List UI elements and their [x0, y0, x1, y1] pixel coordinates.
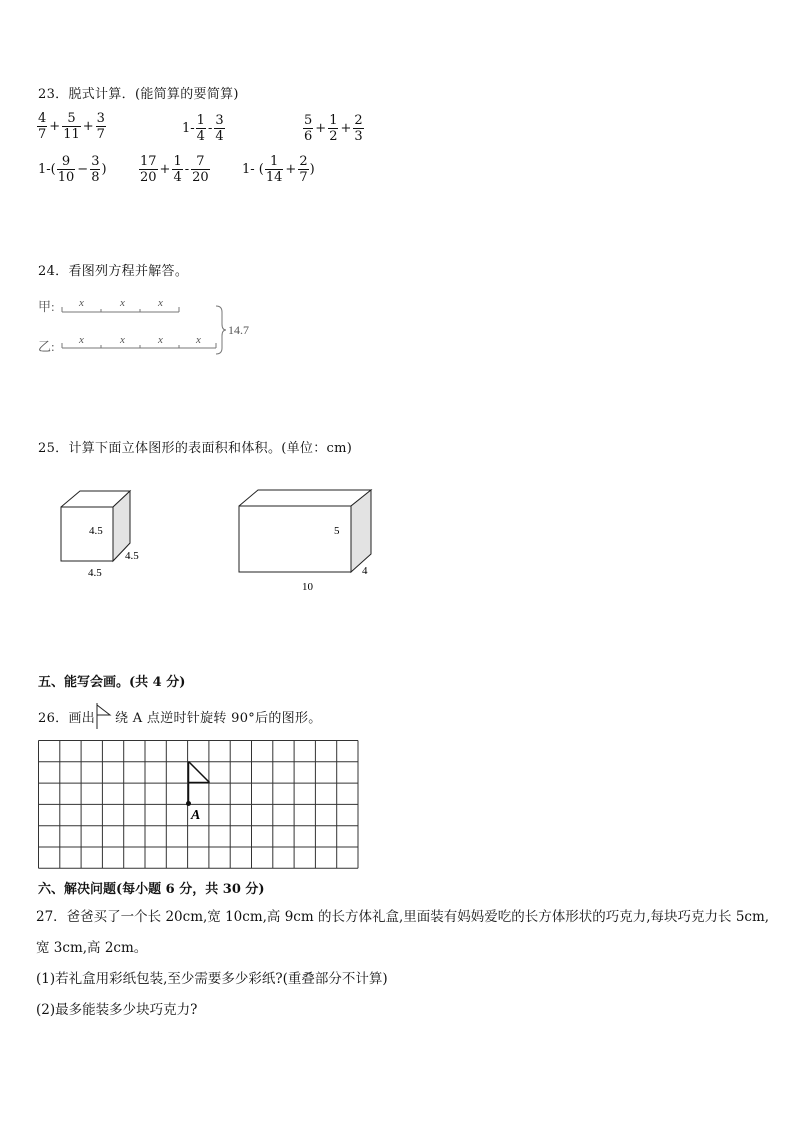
grid-area: [37, 739, 361, 869]
q27-sub2: (2)最多能装多少块巧克力?: [36, 1002, 198, 1018]
flag-shape-icon: [96, 703, 114, 729]
fraction: $\frac{2}{7}$: [299, 154, 308, 185]
q27-line1: 27．爸爸买了一个长 20cm,宽 10cm,高 9cm 的长方体礼盒,里面装有妈妈爱吃的长方体形状的巧克力,每块巧克力长 5cm,: [36, 909, 770, 925]
q23-expr-1: $\frac{4}{7}$ + $\frac{5}{11}$ + $\frac{3}{7}$: [38, 111, 105, 142]
point-a-label: A: [191, 808, 201, 823]
fraction: $\frac{2}{3}$: [354, 113, 363, 144]
fraction: $\frac{5}{6}$: [304, 113, 313, 144]
section6-heading: 六、解决问题(每小题 6 分，共 30 分): [38, 882, 265, 897]
fraction: $\frac{4}{7}$: [38, 111, 47, 142]
label-jia: 甲:: [38, 299, 55, 314]
cube-depth-label: 4.5: [125, 550, 139, 562]
yi-x-4: x: [196, 334, 201, 346]
jia-x-2: x: [120, 297, 125, 309]
fraction: $\frac{1}{14}$: [265, 154, 283, 185]
q24-title: 24．看图列方程并解答。: [38, 264, 189, 279]
fraction: $\frac{1}{4}$: [173, 154, 182, 185]
jia-x-3: x: [158, 297, 163, 309]
cuboid-side-face: [351, 490, 371, 572]
cube-front-label: 4.5: [89, 525, 103, 537]
q25-title: 25．计算下面立体图形的表面积和体积。(单位：cm): [38, 441, 353, 456]
yi-bar: [62, 343, 216, 348]
solid-figures: [50, 485, 390, 595]
brace: [216, 306, 226, 354]
yi-x-3: x: [158, 334, 163, 346]
q26-title: 26．画出 绕 A 点逆时针旋转 90°后的图形。: [38, 703, 322, 729]
flag-figure: [189, 762, 210, 804]
section5-heading: 五、能写会画。(共 4 分): [38, 675, 186, 690]
fraction: $\frac{7}{20}$: [192, 154, 209, 185]
cuboid-depth-label: 4: [362, 565, 368, 577]
cuboid-length-label: 10: [302, 581, 313, 593]
point-a: [186, 801, 191, 806]
q23-title: 23．脱式计算．(能简算的要简算): [38, 87, 239, 102]
fraction: $\frac{5}{11}$: [63, 111, 80, 142]
jia-x-1: x: [79, 297, 84, 309]
fraction: $\frac{3}{4}$: [215, 113, 224, 144]
q23-expr-2: 1- $\frac{1}{4}$ - $\frac{3}{4}$: [182, 113, 224, 144]
fraction: $\frac{3}{8}$: [91, 154, 100, 185]
q23-expr-6: 1- ( $\frac{1}{14}$ + $\frac{2}{7}$ ): [242, 154, 315, 185]
fraction: $\frac{1}{4}$: [196, 113, 205, 144]
total-label: 14.7: [228, 323, 249, 337]
q27-sub1: (1)若礼盒用彩纸包装,至少需要多少彩纸?(重叠部分不计算): [36, 971, 388, 987]
fraction: $\frac{3}{7}$: [96, 111, 105, 142]
cuboid-height-label: 5: [334, 525, 340, 537]
q23-expr-5: $\frac{17}{20}$ + $\frac{1}{4}$ - $\frac{7}{20}$: [140, 154, 209, 185]
q23-expr-4: 1-( $\frac{9}{10}$ − $\frac{3}{8}$ ): [38, 154, 107, 185]
segment-diagram: [36, 292, 266, 362]
fraction: $\frac{1}{2}$: [329, 113, 338, 144]
q27-line2: 宽 3cm,高 2cm。: [36, 940, 148, 956]
yi-x-2: x: [120, 334, 125, 346]
fraction: $\frac{9}{10}$: [57, 154, 75, 185]
label-yi: 乙:: [38, 339, 55, 354]
fraction: $\frac{17}{20}$: [140, 154, 157, 185]
q23-expr-3: $\frac{5}{6}$ + $\frac{1}{2}$ + $\frac{2}{3}$: [304, 113, 363, 144]
yi-x-1: x: [79, 334, 84, 346]
cube-bottom-label: 4.5: [88, 567, 102, 579]
